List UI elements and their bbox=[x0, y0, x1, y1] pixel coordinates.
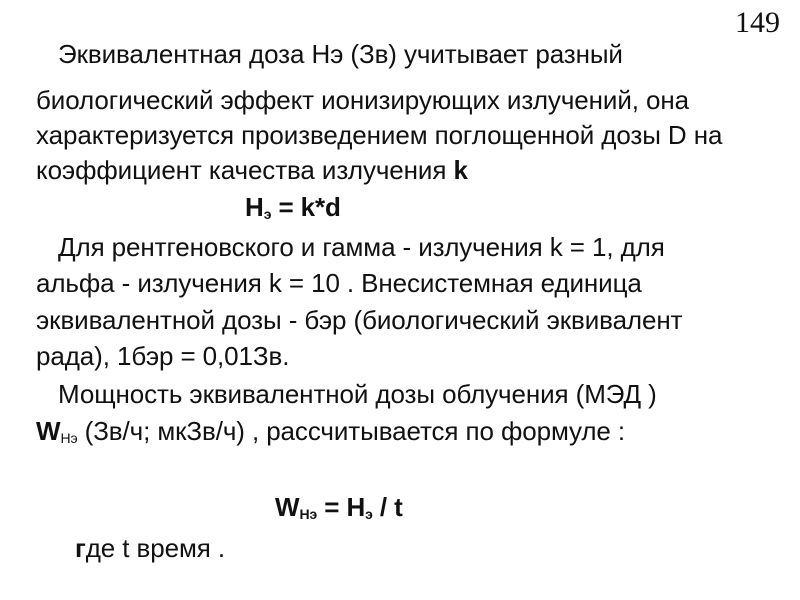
w-symbol: W bbox=[36, 416, 61, 446]
where-rest: де t время . bbox=[85, 533, 225, 563]
text-line-9: Мощность эквивалентной дозы облучения (МЭД ) bbox=[58, 379, 657, 409]
text-line-4-text: коэффициент качества излучения bbox=[36, 155, 454, 185]
formula2-rest: / t bbox=[372, 492, 403, 522]
formula2-w-subscript: Hэ bbox=[299, 506, 318, 522]
formula2-w: W bbox=[275, 492, 300, 522]
text-line-3: характеризуется произведением поглощенной дозы D на bbox=[36, 120, 723, 150]
text-line-7: эквивалентной дозы - бэр (биологический эквивалент bbox=[36, 305, 683, 335]
where-first-letter: г bbox=[75, 533, 86, 563]
text-line-6: альфа - излучения k = 10 . Внесистемная единица bbox=[36, 268, 642, 298]
formula-equivalent-dose bbox=[245, 194, 341, 221]
w-subscript: Hэ bbox=[60, 430, 78, 446]
formula1-lhs-subscript: э bbox=[263, 206, 272, 222]
formula-dose-rate bbox=[275, 494, 403, 521]
formula2-h-subscript: э bbox=[365, 506, 373, 522]
text-line-10-text: (Зв/ч; мкЗв/ч) , рассчитывается по формуле : bbox=[77, 416, 626, 446]
text-line-2: биологический эффект ионизирующих излучений, она bbox=[36, 85, 689, 115]
text-line-1: Эквивалентная доза Hэ (Зв) учитывает разный bbox=[58, 39, 623, 69]
k-symbol: k bbox=[453, 155, 468, 185]
formula2-mid: = H bbox=[317, 492, 366, 522]
formula1-rhs: = k*d bbox=[271, 192, 341, 222]
text-line-5: Для рентгеновского и гамма - излучения k = 1, для bbox=[58, 232, 665, 262]
formula1-lhs: H bbox=[245, 192, 264, 222]
text-line-where bbox=[75, 535, 225, 561]
text-line-4 bbox=[36, 157, 468, 183]
text-line-8: рада), 1бэр = 0,01Зв. bbox=[36, 341, 290, 371]
page-number: 149 bbox=[735, 6, 780, 39]
text-line-10 bbox=[36, 418, 625, 445]
